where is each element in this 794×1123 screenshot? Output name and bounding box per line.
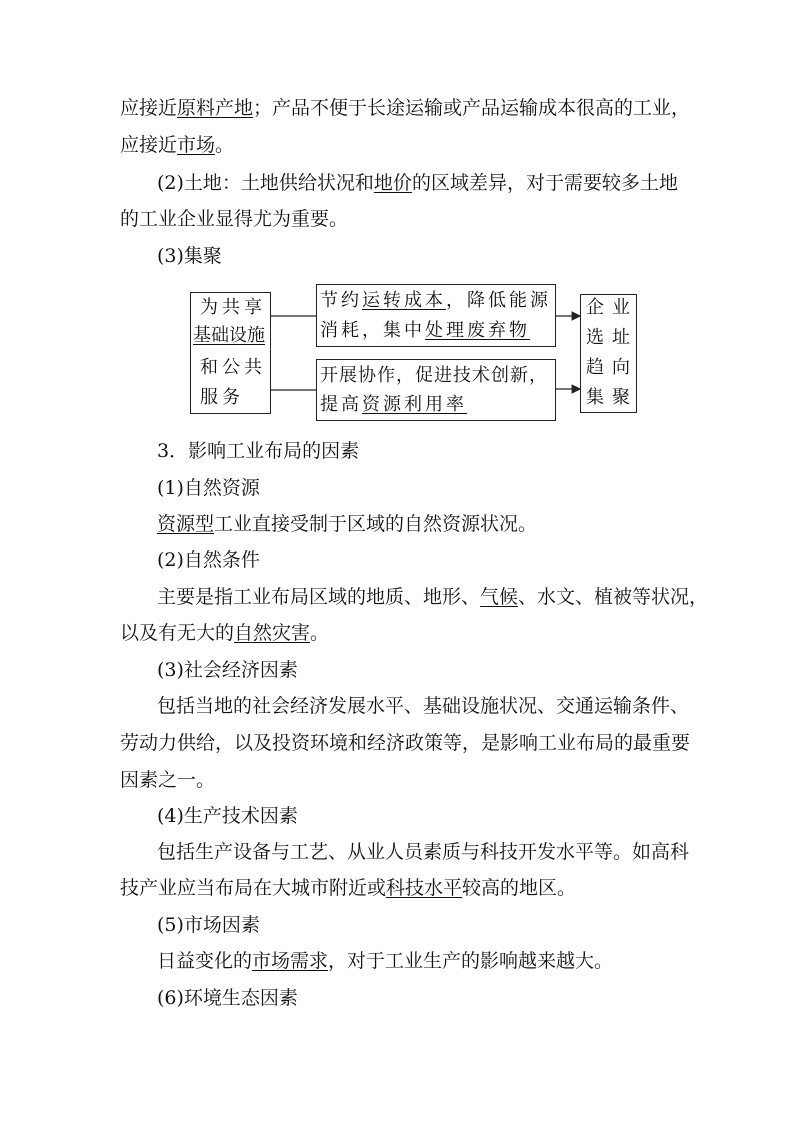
section-heading: 3．影响工业布局的因素 — [157, 440, 360, 462]
left-box-line: 服务 — [200, 387, 244, 408]
underlined-term: 资源型 — [157, 513, 215, 535]
left-box-line: 为共享 — [200, 297, 266, 318]
text-line: 包括当地的社会经济发展水平、基础设施状况、交通运输条件、 — [157, 695, 690, 717]
section-heading: (3)集聚 — [157, 245, 222, 267]
right-box-line: 集聚 — [586, 387, 638, 408]
underlined-term: 运转成本 — [362, 290, 446, 311]
text-line: (2)土地：土地供给状况和地价的区域差异，对于需要较多土地 — [157, 172, 678, 194]
underlined-term: 市场需求 — [252, 950, 329, 972]
underlined-term: 地价 — [373, 172, 412, 194]
text-line: 包括生产设备与工艺、从业人员素质与科技开发水平等。如高科 — [157, 841, 690, 863]
underlined-term: 处理废弃物 — [425, 320, 530, 341]
text-line: 的工业企业显得尤为重要。 — [120, 208, 349, 230]
mid-box-line: 消耗，集中处理废弃物 — [320, 320, 530, 341]
subsection-heading: (4)生产技术因素 — [157, 805, 298, 827]
mid-box-line: 开展协作，促进技术创新， — [320, 365, 548, 386]
subsection-heading: (5)市场因素 — [157, 914, 260, 936]
underlined-term: 原料产地 — [177, 97, 254, 119]
underlined-term: 资源利用率 — [362, 394, 467, 415]
text-line: 日益变化的市场需求，对于工业生产的影响越来越大。 — [157, 950, 614, 972]
text-line: 资源型工业直接受制于区域的自然资源状况。 — [157, 513, 538, 535]
text-line: 劳动力供给，以及投资环境和经济政策等，是影响工业布局的最重要 — [120, 732, 691, 754]
subsection-heading: (3)社会经济因素 — [157, 659, 298, 681]
text-line: 应接近原料产地；产品不便于长途运输或产品运输成本很高的工业， — [120, 97, 691, 119]
text-line: 以及有无大的自然灾害。 — [120, 622, 330, 644]
underlined-term: 自然灾害 — [234, 622, 311, 644]
mid-box-line: 节约运转成本，降低能源 — [320, 290, 551, 311]
text-line: 因素之一。 — [120, 769, 216, 791]
subsection-heading: (6)环境生态因素 — [157, 987, 298, 1009]
text-line: 技产业应当布局在大城市附近或科技水平较高的地区。 — [120, 877, 577, 899]
underlined-term: 市场 — [177, 134, 216, 156]
left-box-line: 和公共 — [200, 357, 266, 378]
right-box-line: 选址 — [586, 327, 638, 348]
subsection-heading: (2)自然条件 — [157, 549, 260, 571]
subsection-heading: (1)自然资源 — [157, 477, 260, 499]
text-line: 主要是指工业布局区域的地质、地形、气候、水文、植被等状况， — [157, 586, 709, 608]
left-box-line: 基础设施 — [193, 325, 265, 346]
right-box-line: 企业 — [586, 297, 638, 318]
mid-box-line: 提高资源利用率 — [320, 394, 467, 415]
right-box-line: 趋向 — [586, 357, 638, 378]
text-line: 应接近市场。 — [120, 134, 235, 156]
underlined-term: 气候 — [480, 586, 519, 608]
underlined-term: 科技水平 — [386, 877, 463, 899]
